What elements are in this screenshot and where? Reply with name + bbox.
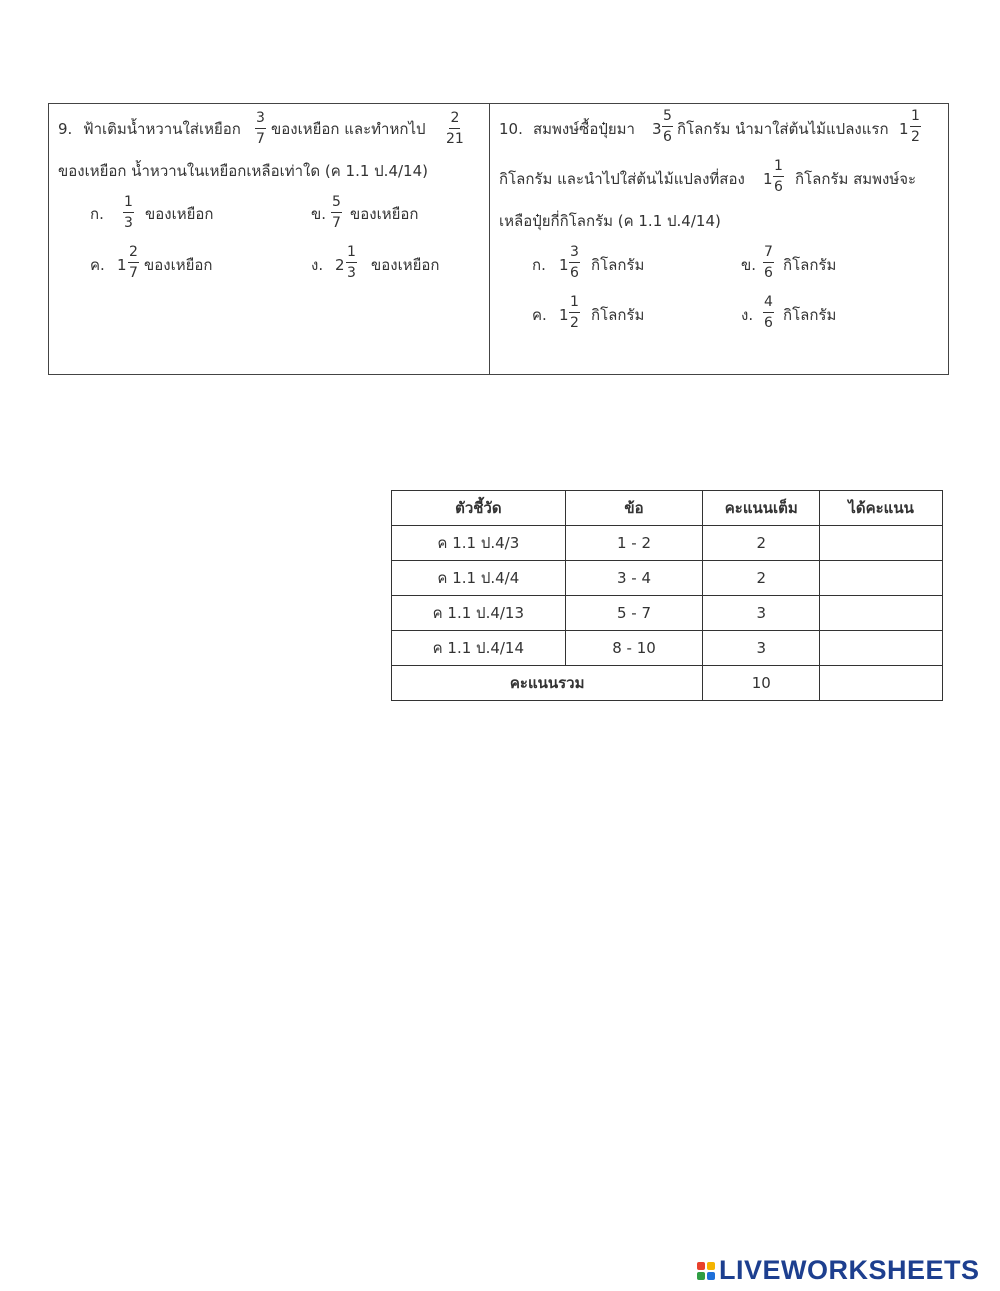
header-obtained-score: ได้คะแนน (820, 491, 943, 526)
q10-f3-whole: 1 (763, 170, 773, 188)
q9-line-2: ของเหยือก น้ำหวานในเหยือกเหลือเท่าใด (ค 1.1 ป.4/14) (58, 162, 428, 180)
items-cell: 5 - 7 (565, 596, 703, 631)
q10-line-3: เหลือปุ๋ยกี่กิโลกรัม (ค 1.1 ป.4/14) (499, 212, 721, 230)
obtained-score-cell[interactable] (820, 596, 943, 631)
table-row (392, 596, 943, 631)
logo-square-blue (707, 1272, 715, 1280)
table-row (392, 526, 943, 561)
choice-fraction: $\frac{7}{6}$ (764, 244, 773, 281)
items-cell: 8 - 10 (565, 631, 703, 666)
choice-fraction: $\frac{4}{6}$ (764, 294, 773, 331)
items-cell: 3 - 4 (565, 561, 703, 596)
question-box (48, 103, 949, 375)
full-score-cell: 3 (703, 596, 820, 631)
table-row (392, 561, 943, 596)
choice-unit: กิโลกรัม (783, 306, 837, 324)
q10-line-2a: กิโลกรัม และนำไปใส่ต้นไม้แปลงที่สอง (499, 170, 745, 188)
choice-unit: ของเหยือก (144, 256, 213, 274)
obtained-score-cell[interactable] (820, 561, 943, 596)
q9-number: 9. (58, 120, 73, 138)
choice-label: ค. (90, 256, 105, 274)
column-divider (489, 104, 490, 374)
choice-label: ก. (90, 205, 104, 223)
choice-whole: 1 (117, 256, 127, 274)
choice-label: ข. (311, 205, 327, 223)
choice-label: ค. (532, 306, 547, 324)
q9-text-b: ของเหยือก และทำหกไป (271, 120, 426, 138)
q10-f2-whole: 1 (899, 120, 909, 138)
q10-text-a: สมพงษ์ซื้อปุ๋ยมา (533, 120, 635, 138)
total-full-score: 10 (703, 666, 820, 701)
logo-square-yellow (707, 1262, 715, 1270)
choice-fraction: $\frac{1}{2}$ (570, 294, 579, 331)
full-score-cell: 2 (703, 526, 820, 561)
indicator-cell: ค 1.1 ป.4/14 (392, 631, 566, 666)
table-total-row (392, 666, 943, 701)
choice-unit: กิโลกรัม (591, 306, 645, 324)
choice-unit: กิโลกรัม (783, 256, 837, 274)
indicator-cell: ค 1.1 ป.4/3 (392, 526, 566, 561)
total-label: คะแนนรวม (392, 666, 703, 701)
q10-fraction-1: $\frac{5}{6}$ (663, 108, 672, 145)
q10-fraction-2: $\frac{1}{2}$ (911, 108, 920, 145)
q10-number: 10. (499, 120, 523, 138)
header-items: ข้อ (565, 491, 703, 526)
choice-label: ข. (741, 256, 757, 274)
table-header-row (392, 491, 943, 526)
choice-fraction: $\frac{2}{7}$ (129, 244, 138, 281)
choice-label: ง. (311, 256, 324, 274)
choice-whole: 1 (559, 256, 569, 274)
q10-fraction-3: $\frac{1}{6}$ (774, 158, 783, 195)
q9-fraction-1: $\frac{3}{7}$ (256, 110, 265, 147)
full-score-cell: 2 (703, 561, 820, 596)
choice-fraction: $\frac{5}{7}$ (332, 194, 341, 231)
q10-f1-whole: 3 (652, 120, 662, 138)
total-obtained-score[interactable] (820, 666, 943, 701)
indicator-cell: ค 1.1 ป.4/13 (392, 596, 566, 631)
table-row (392, 631, 943, 666)
logo-square-red (697, 1262, 705, 1270)
choice-whole: 2 (335, 256, 345, 274)
q9-fraction-2: $\frac{2}{21}$ (446, 110, 464, 147)
choice-label: ง. (741, 306, 754, 324)
q9-text-a: ฟ้าเติมน้ำหวานใส่เหยือก (83, 120, 241, 138)
score-table (391, 490, 943, 701)
indicator-cell: ค 1.1 ป.4/4 (392, 561, 566, 596)
choice-label: ก. (532, 256, 546, 274)
logo-square-green (697, 1272, 705, 1280)
obtained-score-cell[interactable] (820, 526, 943, 561)
liveworksheets-logo[interactable] (697, 1255, 980, 1286)
header-indicator: ตัวชี้วัด (392, 491, 566, 526)
choice-whole: 1 (559, 306, 569, 324)
header-full-score: คะแนนเต็ม (703, 491, 820, 526)
full-score-cell: 3 (703, 631, 820, 666)
choice-fraction: $\frac{1}{3}$ (347, 244, 356, 281)
choice-fraction: $\frac{1}{3}$ (124, 194, 133, 231)
choice-unit: ของเหยือก (350, 205, 419, 223)
obtained-score-cell[interactable] (820, 631, 943, 666)
logo-wordmark: LIVEWORKSHEETS (719, 1255, 980, 1285)
q10-line-2b: กิโลกรัม สมพงษ์จะ (795, 170, 917, 188)
choice-unit: ของเหยือก (371, 256, 440, 274)
choice-fraction: $\frac{3}{6}$ (570, 244, 579, 281)
logo-icon (697, 1262, 715, 1280)
choice-unit: กิโลกรัม (591, 256, 645, 274)
q10-text-b: กิโลกรัม นำมาใส่ต้นไม้แปลงแรก (677, 120, 889, 138)
items-cell: 1 - 2 (565, 526, 703, 561)
choice-unit: ของเหยือก (145, 205, 214, 223)
